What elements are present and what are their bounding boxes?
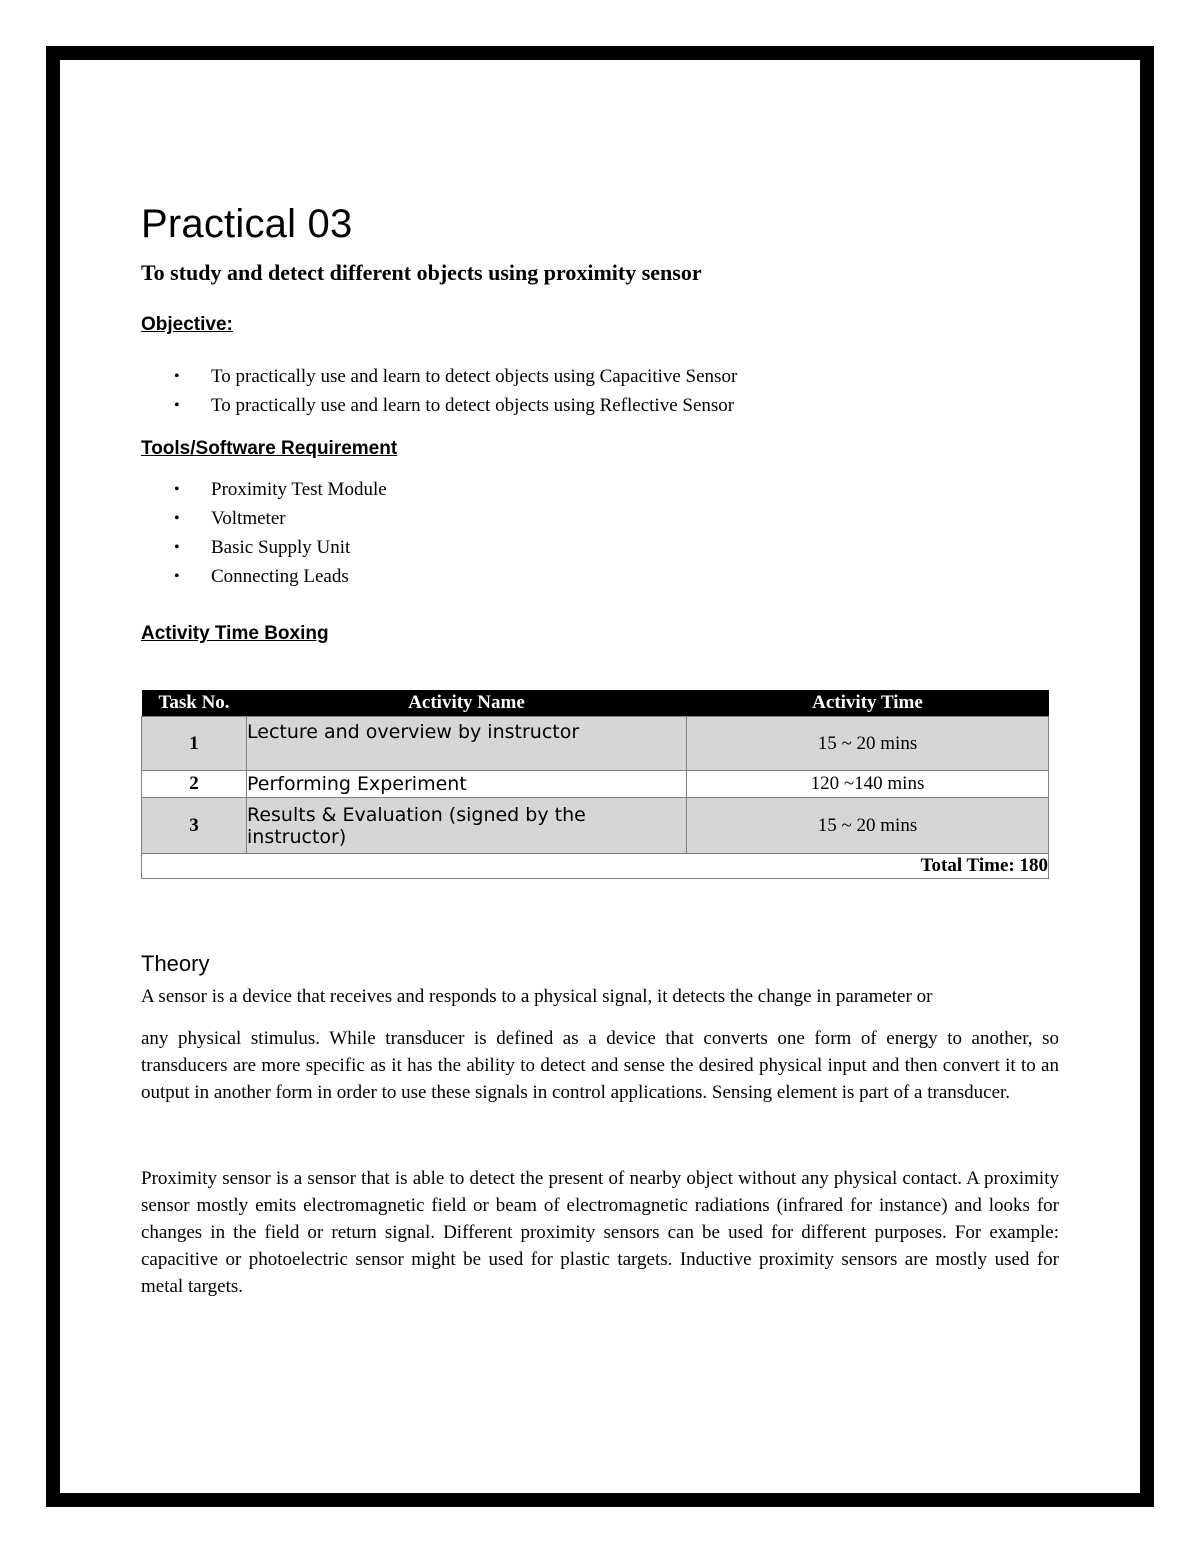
- activity-name: Lecture and overview by instructor: [247, 717, 687, 771]
- document-subtitle: To study and detect different objects using proximity sensor: [141, 260, 702, 285]
- document-content: [141, 196, 1059, 1300]
- table-total-row: [142, 854, 1049, 879]
- list-item: • Voltmeter: [141, 504, 1059, 533]
- timeboxing-heading: Activity Time Boxing: [141, 623, 329, 644]
- list-item: • To practically use and learn to detect objects using Reflective Sensor: [141, 391, 1059, 420]
- list-item: • Connecting Leads: [141, 562, 1059, 591]
- tools-list: [141, 475, 1059, 591]
- task-number: 1: [142, 717, 247, 771]
- tools-heading: Tools/Software Requirement: [141, 438, 398, 459]
- activity-time: 120 ~140 mins: [687, 771, 1049, 798]
- activity-name: Performing Experiment: [247, 771, 687, 798]
- list-item: • Basic Supply Unit: [141, 533, 1059, 562]
- bullet-icon: •: [174, 539, 180, 556]
- theory-paragraph: any physical stimulus. While transducer is defined as a device that converts one form of energy to another, so transducers are more specific as it has the ability to detect and sense the desired physical input and then convert it to an output in another form in order to use these signals in control applications. Sensing element is part of a transducer.: [141, 1028, 1059, 1103]
- bullet-icon: •: [174, 397, 180, 414]
- list-item: • To practically use and learn to detect objects using Capacitive Sensor: [141, 362, 1059, 391]
- activity-time: 15 ~ 20 mins: [687, 717, 1049, 771]
- activity-time: 15 ~ 20 mins: [687, 798, 1049, 854]
- list-item: • Proximity Test Module: [141, 475, 1059, 504]
- theory-paragraph: A sensor is a device that receives and responds to a physical signal, it detects the change in parameter or: [141, 986, 933, 1007]
- activity-table: [141, 690, 1049, 879]
- table-header-row: [142, 690, 1049, 717]
- column-header-activity: Activity Name: [247, 690, 687, 717]
- document-title: Practical 03: [141, 202, 353, 246]
- bullet-icon: •: [174, 481, 180, 498]
- theory-heading: Theory: [141, 951, 210, 976]
- theory-paragraph: Proximity sensor is a sensor that is able to detect the present of nearby object without any physical contact. A proximity sensor mostly emits electromagnetic field or beam of electromagnetic radiations (infrared for instance) and looks for changes in the field or return signal. Different proximity sensors can be used for different purposes. For example: capacitive or photoelectric sensor might be used for plastic targets. Inductive proximity sensors are mostly used for metal targets.: [141, 1168, 1059, 1297]
- total-time: Total Time: 180: [142, 854, 1049, 879]
- table-row: [142, 798, 1049, 854]
- bullet-icon: •: [174, 510, 180, 527]
- task-number: 3: [142, 798, 247, 854]
- objective-heading: Objective:: [141, 314, 233, 335]
- column-header-time: Activity Time: [687, 690, 1049, 717]
- activity-name: Results & Evaluation (signed by the instructor): [247, 798, 687, 854]
- table-row: [142, 771, 1049, 798]
- bullet-icon: •: [174, 568, 180, 585]
- bullet-icon: •: [174, 368, 180, 385]
- column-header-task: Task No.: [142, 690, 247, 717]
- table-row: [142, 717, 1049, 771]
- objective-list: [141, 362, 1059, 420]
- task-number: 2: [142, 771, 247, 798]
